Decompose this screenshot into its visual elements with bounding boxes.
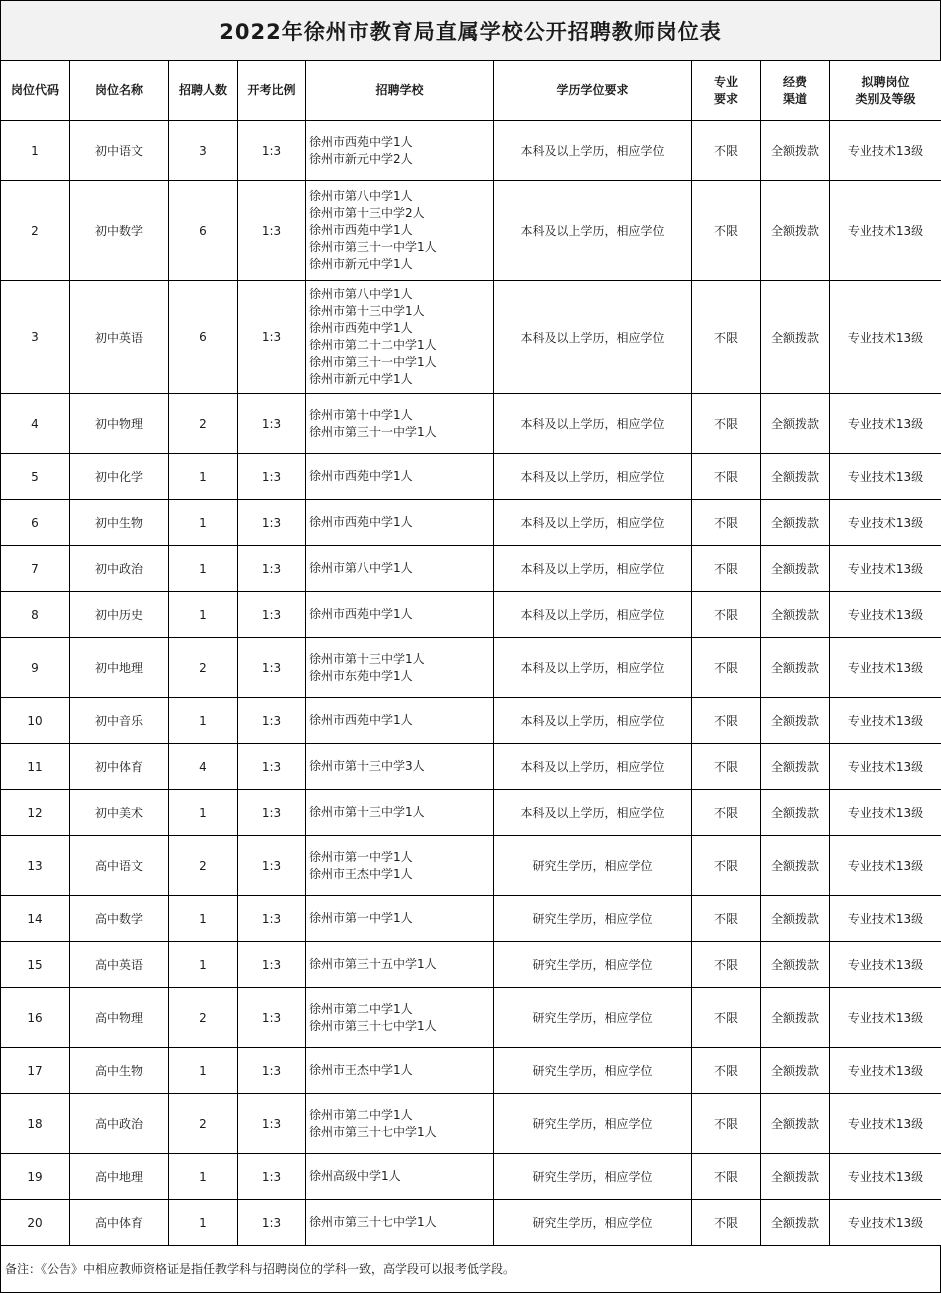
table-row bbox=[1, 454, 941, 500]
header-level: 拟聘岗位 类别及等级 bbox=[830, 61, 941, 121]
cell-name: 初中历史 bbox=[70, 592, 169, 638]
cell-ratio: 1:3 bbox=[238, 896, 306, 942]
table-row bbox=[1, 121, 941, 181]
cell-code: 7 bbox=[1, 546, 70, 592]
cell-name: 高中政治 bbox=[70, 1094, 169, 1154]
cell-major: 不限 bbox=[692, 790, 761, 836]
cell-major: 不限 bbox=[692, 1048, 761, 1094]
table-row bbox=[1, 744, 941, 790]
table-body bbox=[1, 121, 941, 1246]
cell-fund: 全额拨款 bbox=[761, 896, 830, 942]
cell-fund: 全额拨款 bbox=[761, 836, 830, 896]
table-header-row bbox=[1, 61, 941, 121]
school-line: 徐州市第三十一中学1人 bbox=[309, 239, 493, 256]
cell-ratio: 1:3 bbox=[238, 1154, 306, 1200]
cell-ratio: 1:3 bbox=[238, 942, 306, 988]
cell-name: 初中物理 bbox=[70, 394, 169, 454]
cell-code: 15 bbox=[1, 942, 70, 988]
cell-code: 9 bbox=[1, 638, 70, 698]
cell-count: 1 bbox=[169, 1154, 238, 1200]
school-line: 徐州高级中学1人 bbox=[309, 1168, 493, 1185]
cell-schools bbox=[306, 988, 494, 1048]
cell-ratio: 1:3 bbox=[238, 1048, 306, 1094]
cell-edu: 研究生学历，相应学位 bbox=[494, 836, 692, 896]
cell-code: 11 bbox=[1, 744, 70, 790]
header-name: 岗位名称 bbox=[70, 61, 169, 121]
school-line: 徐州市新元中学2人 bbox=[309, 151, 493, 168]
header-major: 专业 要求 bbox=[692, 61, 761, 121]
cell-code: 10 bbox=[1, 698, 70, 744]
cell-count: 1 bbox=[169, 1200, 238, 1246]
cell-fund: 全额拨款 bbox=[761, 394, 830, 454]
cell-code: 1 bbox=[1, 121, 70, 181]
cell-code: 14 bbox=[1, 896, 70, 942]
cell-level: 专业技术13级 bbox=[830, 1154, 941, 1200]
school-line: 徐州市第三十五中学1人 bbox=[309, 956, 493, 973]
school-line: 徐州市第三十一中学1人 bbox=[309, 354, 493, 371]
cell-schools bbox=[306, 394, 494, 454]
table-row bbox=[1, 1154, 941, 1200]
school-line: 徐州市王杰中学1人 bbox=[309, 1062, 493, 1079]
cell-name: 初中音乐 bbox=[70, 698, 169, 744]
cell-level: 专业技术13级 bbox=[830, 698, 941, 744]
cell-name: 高中体育 bbox=[70, 1200, 169, 1246]
cell-code: 12 bbox=[1, 790, 70, 836]
table-row bbox=[1, 592, 941, 638]
school-line: 徐州市第十三中学3人 bbox=[309, 758, 493, 775]
cell-name: 高中物理 bbox=[70, 988, 169, 1048]
cell-name: 高中英语 bbox=[70, 942, 169, 988]
cell-schools bbox=[306, 896, 494, 942]
cell-count: 1 bbox=[169, 546, 238, 592]
school-line: 徐州市第一中学1人 bbox=[309, 910, 493, 927]
cell-schools bbox=[306, 181, 494, 281]
cell-fund: 全额拨款 bbox=[761, 1048, 830, 1094]
cell-level: 专业技术13级 bbox=[830, 592, 941, 638]
school-line: 徐州市第十三中学1人 bbox=[309, 804, 493, 821]
cell-ratio: 1:3 bbox=[238, 744, 306, 790]
cell-level: 专业技术13级 bbox=[830, 181, 941, 281]
cell-edu: 本科及以上学历，相应学位 bbox=[494, 698, 692, 744]
cell-edu: 本科及以上学历，相应学位 bbox=[494, 592, 692, 638]
cell-schools bbox=[306, 546, 494, 592]
cell-ratio: 1:3 bbox=[238, 698, 306, 744]
header-ratio: 开考比例 bbox=[238, 61, 306, 121]
cell-edu: 本科及以上学历，相应学位 bbox=[494, 394, 692, 454]
cell-ratio: 1:3 bbox=[238, 281, 306, 394]
cell-level: 专业技术13级 bbox=[830, 1200, 941, 1246]
school-line: 徐州市第一中学1人 bbox=[309, 849, 493, 866]
cell-major: 不限 bbox=[692, 181, 761, 281]
cell-level: 专业技术13级 bbox=[830, 394, 941, 454]
cell-ratio: 1:3 bbox=[238, 1200, 306, 1246]
cell-major: 不限 bbox=[692, 988, 761, 1048]
cell-fund: 全额拨款 bbox=[761, 744, 830, 790]
cell-edu: 本科及以上学历，相应学位 bbox=[494, 181, 692, 281]
cell-ratio: 1:3 bbox=[238, 988, 306, 1048]
cell-name: 高中生物 bbox=[70, 1048, 169, 1094]
cell-code: 20 bbox=[1, 1200, 70, 1246]
cell-major: 不限 bbox=[692, 744, 761, 790]
school-line: 徐州市第二中学1人 bbox=[309, 1001, 493, 1018]
cell-code: 19 bbox=[1, 1154, 70, 1200]
cell-name: 初中政治 bbox=[70, 546, 169, 592]
cell-name: 高中地理 bbox=[70, 1154, 169, 1200]
table-row bbox=[1, 790, 941, 836]
cell-name: 初中体育 bbox=[70, 744, 169, 790]
cell-edu: 本科及以上学历，相应学位 bbox=[494, 546, 692, 592]
cell-level: 专业技术13级 bbox=[830, 454, 941, 500]
school-line: 徐州市西苑中学1人 bbox=[309, 134, 493, 151]
table-row bbox=[1, 181, 941, 281]
cell-major: 不限 bbox=[692, 836, 761, 896]
cell-edu: 研究生学历，相应学位 bbox=[494, 1048, 692, 1094]
cell-schools bbox=[306, 836, 494, 896]
cell-count: 1 bbox=[169, 500, 238, 546]
school-line: 徐州市第八中学1人 bbox=[309, 286, 493, 303]
cell-count: 1 bbox=[169, 942, 238, 988]
cell-ratio: 1:3 bbox=[238, 1094, 306, 1154]
cell-edu: 研究生学历，相应学位 bbox=[494, 896, 692, 942]
school-line: 徐州市王杰中学1人 bbox=[309, 866, 493, 883]
cell-edu: 研究生学历，相应学位 bbox=[494, 942, 692, 988]
school-line: 徐州市西苑中学1人 bbox=[309, 712, 493, 729]
school-line: 徐州市西苑中学1人 bbox=[309, 222, 493, 239]
cell-major: 不限 bbox=[692, 1154, 761, 1200]
cell-schools bbox=[306, 790, 494, 836]
cell-count: 2 bbox=[169, 638, 238, 698]
school-line: 徐州市第十三中学1人 bbox=[309, 651, 493, 668]
cell-level: 专业技术13级 bbox=[830, 896, 941, 942]
cell-schools bbox=[306, 454, 494, 500]
cell-major: 不限 bbox=[692, 592, 761, 638]
school-line: 徐州市第三十七中学1人 bbox=[309, 1214, 493, 1231]
cell-code: 2 bbox=[1, 181, 70, 281]
cell-name: 初中美术 bbox=[70, 790, 169, 836]
cell-code: 17 bbox=[1, 1048, 70, 1094]
cell-fund: 全额拨款 bbox=[761, 281, 830, 394]
cell-code: 8 bbox=[1, 592, 70, 638]
table-row bbox=[1, 1094, 941, 1154]
school-line: 徐州市第二十二中学1人 bbox=[309, 337, 493, 354]
cell-count: 1 bbox=[169, 790, 238, 836]
cell-major: 不限 bbox=[692, 942, 761, 988]
cell-level: 专业技术13级 bbox=[830, 836, 941, 896]
school-line: 徐州市第三十七中学1人 bbox=[309, 1018, 493, 1035]
cell-count: 6 bbox=[169, 281, 238, 394]
header-count: 招聘人数 bbox=[169, 61, 238, 121]
table-row bbox=[1, 638, 941, 698]
cell-schools bbox=[306, 698, 494, 744]
cell-name: 初中英语 bbox=[70, 281, 169, 394]
table-row bbox=[1, 500, 941, 546]
cell-count: 3 bbox=[169, 121, 238, 181]
cell-fund: 全额拨款 bbox=[761, 121, 830, 181]
table-row bbox=[1, 1200, 941, 1246]
table-row bbox=[1, 836, 941, 896]
cell-count: 1 bbox=[169, 592, 238, 638]
cell-ratio: 1:3 bbox=[238, 836, 306, 896]
cell-fund: 全额拨款 bbox=[761, 1094, 830, 1154]
cell-schools bbox=[306, 281, 494, 394]
cell-name: 初中地理 bbox=[70, 638, 169, 698]
cell-edu: 研究生学历，相应学位 bbox=[494, 1154, 692, 1200]
cell-major: 不限 bbox=[692, 454, 761, 500]
cell-edu: 研究生学历，相应学位 bbox=[494, 1094, 692, 1154]
cell-code: 3 bbox=[1, 281, 70, 394]
school-line: 徐州市新元中学1人 bbox=[309, 256, 493, 273]
cell-level: 专业技术13级 bbox=[830, 281, 941, 394]
cell-name: 初中语文 bbox=[70, 121, 169, 181]
cell-count: 2 bbox=[169, 988, 238, 1048]
cell-ratio: 1:3 bbox=[238, 592, 306, 638]
cell-major: 不限 bbox=[692, 546, 761, 592]
cell-count: 1 bbox=[169, 698, 238, 744]
cell-count: 6 bbox=[169, 181, 238, 281]
cell-fund: 全额拨款 bbox=[761, 638, 830, 698]
cell-ratio: 1:3 bbox=[238, 394, 306, 454]
cell-edu: 本科及以上学历，相应学位 bbox=[494, 638, 692, 698]
school-line: 徐州市东苑中学1人 bbox=[309, 668, 493, 685]
cell-name: 初中数学 bbox=[70, 181, 169, 281]
school-line: 徐州市第八中学1人 bbox=[309, 188, 493, 205]
cell-schools bbox=[306, 592, 494, 638]
table-row bbox=[1, 546, 941, 592]
cell-ratio: 1:3 bbox=[238, 500, 306, 546]
cell-name: 初中生物 bbox=[70, 500, 169, 546]
cell-code: 5 bbox=[1, 454, 70, 500]
cell-major: 不限 bbox=[692, 638, 761, 698]
cell-ratio: 1:3 bbox=[238, 790, 306, 836]
cell-level: 专业技术13级 bbox=[830, 546, 941, 592]
cell-name: 初中化学 bbox=[70, 454, 169, 500]
table-row bbox=[1, 896, 941, 942]
cell-edu: 研究生学历，相应学位 bbox=[494, 1200, 692, 1246]
cell-code: 6 bbox=[1, 500, 70, 546]
school-line: 徐州市西苑中学1人 bbox=[309, 606, 493, 623]
table-row bbox=[1, 988, 941, 1048]
school-line: 徐州市新元中学1人 bbox=[309, 371, 493, 388]
positions-table bbox=[0, 60, 941, 1246]
cell-major: 不限 bbox=[692, 500, 761, 546]
school-line: 徐州市西苑中学1人 bbox=[309, 468, 493, 485]
cell-level: 专业技术13级 bbox=[830, 790, 941, 836]
cell-code: 16 bbox=[1, 988, 70, 1048]
cell-level: 专业技术13级 bbox=[830, 500, 941, 546]
cell-count: 1 bbox=[169, 454, 238, 500]
header-edu: 学历学位要求 bbox=[494, 61, 692, 121]
cell-schools bbox=[306, 500, 494, 546]
cell-count: 2 bbox=[169, 394, 238, 454]
cell-major: 不限 bbox=[692, 698, 761, 744]
cell-edu: 本科及以上学历，相应学位 bbox=[494, 744, 692, 790]
cell-schools bbox=[306, 744, 494, 790]
footnote: 备注：《公告》中相应教师资格证是指任教学科与招聘岗位的学科一致，高学段可以报考低学段。 bbox=[0, 1246, 941, 1293]
cell-level: 专业技术13级 bbox=[830, 1094, 941, 1154]
cell-major: 不限 bbox=[692, 394, 761, 454]
table-row bbox=[1, 394, 941, 454]
table-row bbox=[1, 698, 941, 744]
cell-ratio: 1:3 bbox=[238, 181, 306, 281]
cell-count: 1 bbox=[169, 1048, 238, 1094]
cell-fund: 全额拨款 bbox=[761, 500, 830, 546]
cell-fund: 全额拨款 bbox=[761, 592, 830, 638]
cell-name: 高中数学 bbox=[70, 896, 169, 942]
school-line: 徐州市第十三中学2人 bbox=[309, 205, 493, 222]
cell-level: 专业技术13级 bbox=[830, 1048, 941, 1094]
cell-schools bbox=[306, 1200, 494, 1246]
cell-fund: 全额拨款 bbox=[761, 181, 830, 281]
cell-level: 专业技术13级 bbox=[830, 988, 941, 1048]
cell-count: 2 bbox=[169, 836, 238, 896]
cell-count: 1 bbox=[169, 896, 238, 942]
cell-level: 专业技术13级 bbox=[830, 942, 941, 988]
cell-major: 不限 bbox=[692, 896, 761, 942]
cell-level: 专业技术13级 bbox=[830, 121, 941, 181]
cell-ratio: 1:3 bbox=[238, 454, 306, 500]
school-line: 徐州市第二中学1人 bbox=[309, 1107, 493, 1124]
cell-fund: 全额拨款 bbox=[761, 698, 830, 744]
cell-fund: 全额拨款 bbox=[761, 1154, 830, 1200]
header-school: 招聘学校 bbox=[306, 61, 494, 121]
cell-schools bbox=[306, 121, 494, 181]
cell-fund: 全额拨款 bbox=[761, 454, 830, 500]
cell-fund: 全额拨款 bbox=[761, 1200, 830, 1246]
cell-major: 不限 bbox=[692, 281, 761, 394]
cell-level: 专业技术13级 bbox=[830, 638, 941, 698]
cell-major: 不限 bbox=[692, 1094, 761, 1154]
cell-fund: 全额拨款 bbox=[761, 546, 830, 592]
school-line: 徐州市第三十七中学1人 bbox=[309, 1124, 493, 1141]
cell-schools bbox=[306, 942, 494, 988]
cell-schools bbox=[306, 1094, 494, 1154]
cell-ratio: 1:3 bbox=[238, 638, 306, 698]
header-fund: 经费 渠道 bbox=[761, 61, 830, 121]
cell-fund: 全额拨款 bbox=[761, 790, 830, 836]
cell-name: 高中语文 bbox=[70, 836, 169, 896]
school-line: 徐州市第十中学1人 bbox=[309, 407, 493, 424]
school-line: 徐州市第十三中学1人 bbox=[309, 303, 493, 320]
cell-edu: 本科及以上学历，相应学位 bbox=[494, 454, 692, 500]
school-line: 徐州市西苑中学1人 bbox=[309, 514, 493, 531]
school-line: 徐州市第三十一中学1人 bbox=[309, 424, 493, 441]
page-title: 2022年徐州市教育局直属学校公开招聘教师岗位表 bbox=[0, 0, 941, 60]
cell-edu: 本科及以上学历，相应学位 bbox=[494, 121, 692, 181]
cell-code: 4 bbox=[1, 394, 70, 454]
header-code: 岗位代码 bbox=[1, 61, 70, 121]
school-line: 徐州市西苑中学1人 bbox=[309, 320, 493, 337]
table-row bbox=[1, 942, 941, 988]
cell-code: 18 bbox=[1, 1094, 70, 1154]
cell-edu: 本科及以上学历，相应学位 bbox=[494, 500, 692, 546]
table-row bbox=[1, 1048, 941, 1094]
cell-ratio: 1:3 bbox=[238, 121, 306, 181]
cell-schools bbox=[306, 1048, 494, 1094]
cell-major: 不限 bbox=[692, 121, 761, 181]
cell-schools bbox=[306, 638, 494, 698]
cell-count: 4 bbox=[169, 744, 238, 790]
table-row bbox=[1, 281, 941, 394]
cell-edu: 研究生学历，相应学位 bbox=[494, 988, 692, 1048]
cell-count: 2 bbox=[169, 1094, 238, 1154]
cell-major: 不限 bbox=[692, 1200, 761, 1246]
cell-ratio: 1:3 bbox=[238, 546, 306, 592]
cell-fund: 全额拨款 bbox=[761, 988, 830, 1048]
cell-edu: 本科及以上学历，相应学位 bbox=[494, 790, 692, 836]
cell-schools bbox=[306, 1154, 494, 1200]
cell-fund: 全额拨款 bbox=[761, 942, 830, 988]
cell-edu: 本科及以上学历，相应学位 bbox=[494, 281, 692, 394]
school-line: 徐州市第八中学1人 bbox=[309, 560, 493, 577]
cell-level: 专业技术13级 bbox=[830, 744, 941, 790]
cell-code: 13 bbox=[1, 836, 70, 896]
